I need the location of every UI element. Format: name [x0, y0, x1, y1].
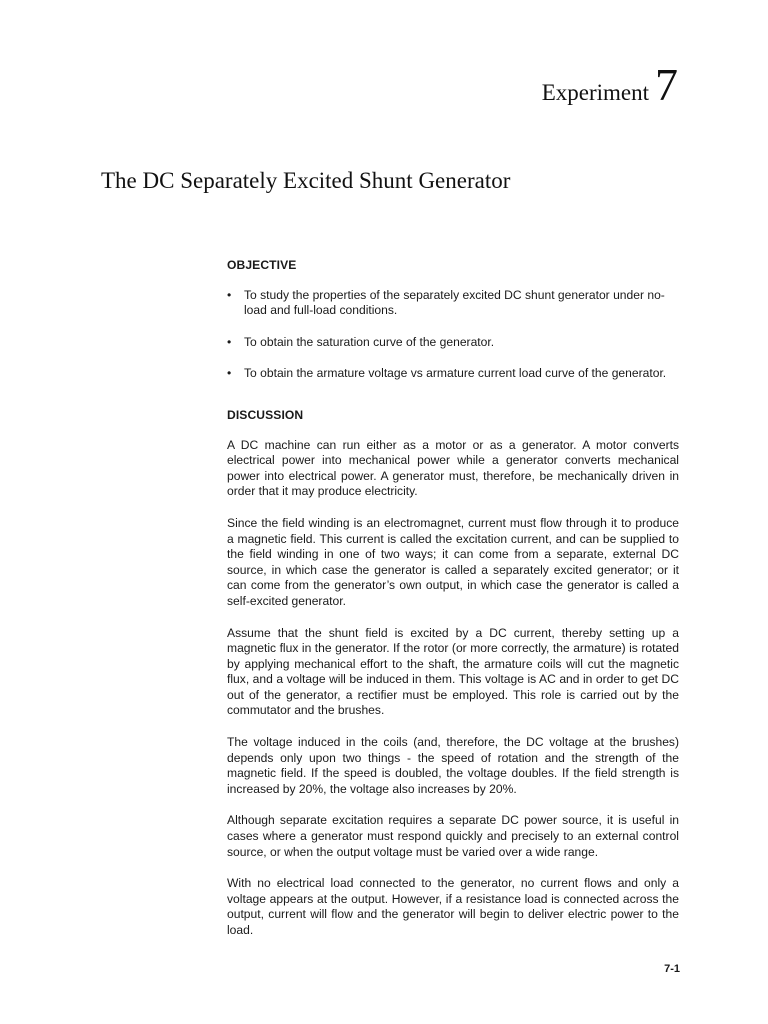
discussion-paragraph: With no electrical load connected to the generator, no current flows and only a voltage appears at the output. However, if a resistance load is connected across the output, current will flow and the generator will begin to deliver electric power to the load.	[227, 876, 679, 937]
objective-text: To study the properties of the separately excited DC shunt generator under no-load and full-load conditions.	[244, 287, 665, 318]
discussion-paragraph: The voltage induced in the coils (and, therefore, the DC voltage at the brushes) depends only upon two things - the speed of rotation and the strength of the magnetic field. If the speed is doubled, the voltage doubles. If the field strength is increased by 20%, the voltage also increases by 20%.	[227, 735, 679, 796]
page-title: The DC Separately Excited Shunt Generator	[101, 168, 511, 193]
bullet-icon: •	[227, 334, 232, 349]
objective-item	[227, 366, 679, 382]
discussion-heading: DISCUSSION	[227, 407, 304, 422]
chapter-header	[541, 59, 678, 110]
objective-heading: OBJECTIVE	[227, 258, 297, 272]
objective-item	[227, 335, 679, 351]
chapter-label: Experiment	[541, 80, 649, 105]
objective-list	[227, 288, 679, 382]
bullet-icon: •	[227, 366, 232, 381]
chapter-number: 7	[655, 59, 678, 110]
main-content	[227, 258, 679, 955]
discussion-paragraph: A DC machine can run either as a motor or as a generator. A motor converts electrical power into mechanical power while a generator converts mechanical power into electrical power. A generator must, therefore, be mechanically driven in order that it may produce electricity.	[227, 437, 679, 499]
page-number: 7-1	[664, 963, 680, 975]
discussion-paragraph: Assume that the shunt field is excited by a DC current, thereby setting up a magnetic flux in the generator. If the rotor (or more correctly, the armature) is rotated by applying mechanical effort to the shaft, the armature coils will cut the magnetic flux, and a voltage will be induced in them. This voltage is AC and in order to get DC out of the generator, a rectifier must be employed. This role is carried out by the commutator and the brushes.	[227, 625, 679, 718]
objective-item	[227, 288, 679, 319]
objective-text: To obtain the saturation curve of the generator.	[244, 334, 495, 349]
discussion-paragraph: Although separate excitation requires a separate DC power source, it is useful in cases where a generator must respond quickly and precisely to an external control source, or when the output voltage must be varied over a wide range.	[227, 813, 679, 859]
objective-text: To obtain the armature voltage vs armature current load curve of the generator.	[244, 366, 667, 381]
discussion-paragraph: Since the field winding is an electromagnet, current must flow through it to produce a magnetic field. This current is called the excitation current, and can be supplied to the field winding in one of two ways; it can come from a separate, external DC source, in which case the generator is called a separately excited generator; or it can come from the generator’s own output, in which case the generator is called a self-excited generator.	[227, 515, 679, 608]
bullet-icon: •	[227, 287, 232, 302]
